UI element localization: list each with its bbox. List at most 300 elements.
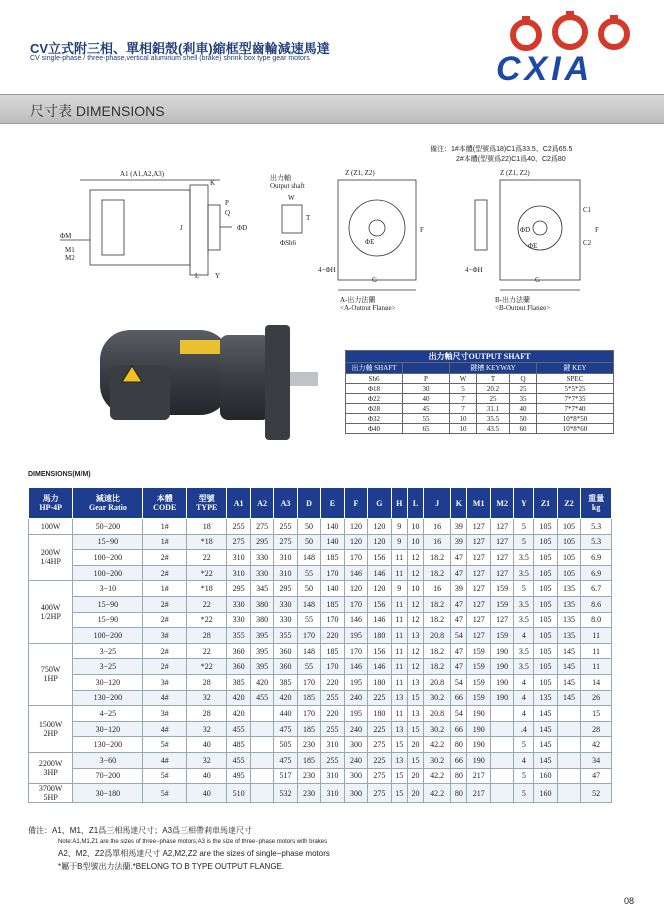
table-cell: 255 — [227, 519, 250, 535]
table-cell: 225 — [368, 721, 391, 737]
table-cell: 185 — [321, 643, 344, 659]
table-cell: 310 — [321, 768, 344, 784]
label-d-side: ΦD — [237, 224, 248, 232]
shaft-cell: Φ32 — [346, 414, 403, 424]
table-row — [29, 659, 612, 675]
table-cell: 42.2 — [424, 784, 451, 803]
table-cell: 156 — [368, 596, 391, 612]
table-row — [29, 674, 612, 690]
table-cell: 532 — [274, 784, 297, 803]
table-cell: 4 — [514, 674, 534, 690]
table-cell: 127 — [490, 565, 513, 581]
table-cell: 39 — [451, 581, 467, 597]
table-cell: 22 — [187, 550, 227, 566]
shaft-cell: Φ28 — [346, 404, 403, 414]
table-cell — [490, 752, 513, 768]
table-cell: 195 — [344, 706, 367, 722]
table-cell: *22 — [187, 659, 227, 675]
table-cell: 28 — [581, 721, 612, 737]
table-cell: 170 — [344, 596, 367, 612]
table-cell: 159 — [467, 690, 490, 706]
table-cell: 170 — [344, 643, 367, 659]
table-cell: 11 — [391, 674, 407, 690]
table-cell: 20.8 — [424, 706, 451, 722]
table-cell: 148 — [297, 643, 320, 659]
table-cell: 5# — [143, 737, 187, 753]
table-cell: 5.3 — [581, 519, 612, 535]
table-cell: 50 — [297, 581, 320, 597]
table-cell: 330 — [250, 565, 273, 581]
table-cell: 420 — [227, 706, 250, 722]
table-cell: 120 — [344, 519, 367, 535]
table-row — [29, 784, 612, 803]
table-cell: 105 — [534, 612, 557, 628]
label-m1: M1 — [65, 246, 75, 254]
table-cell: 120 — [368, 581, 391, 597]
table-cell — [557, 721, 580, 737]
table-cell: 159 — [467, 674, 490, 690]
label-e-a: ΦE — [365, 238, 375, 246]
footnote-1: 備注：A1、M1、Z1爲三相馬達尺寸；A3爲三相帶剎車馬達尺寸 — [28, 826, 253, 835]
table-cell: 16 — [424, 519, 451, 535]
table-cell: 4 — [514, 752, 534, 768]
table-cell: 127 — [490, 534, 513, 550]
shaft-cell: 10*8*60 — [537, 424, 614, 434]
table-cell: 395 — [250, 659, 273, 675]
label-sh6: ΦSh6 — [280, 239, 297, 247]
table-cell: 8.0 — [581, 612, 612, 628]
table-cell: 295 — [227, 581, 250, 597]
table-cell — [250, 706, 273, 722]
page-subtitle: CV single-phase / three-phase,vertical aluminum shell (brake) shrink box type gear motors — [30, 55, 310, 62]
table-cell: 34 — [581, 752, 612, 768]
label-p: P — [225, 199, 229, 207]
shaft-table-row — [346, 394, 614, 404]
table-cell: 4−25 — [73, 706, 143, 722]
table-cell: 12 — [407, 659, 423, 675]
table-cell: 127 — [467, 519, 490, 535]
table-cell: 105 — [557, 565, 580, 581]
table-cell: 159 — [467, 643, 490, 659]
table-cell: 15 — [391, 768, 407, 784]
table-row — [29, 612, 612, 628]
table-row — [29, 519, 612, 535]
shaft-cell: 25 — [477, 394, 510, 404]
table-cell: 185 — [321, 550, 344, 566]
table-cell: 50 — [297, 519, 320, 535]
table-cell: 127 — [467, 534, 490, 550]
table-cell: 15 — [407, 690, 423, 706]
table-cell: 15−90 — [73, 596, 143, 612]
table-cell: 127 — [467, 596, 490, 612]
table-cell: 380 — [250, 596, 273, 612]
footnote-3: A2、M2、Z2爲單相馬達尺寸 A2,M2,Z2 are the sizes of single−phase motors — [58, 849, 330, 858]
table-cell: 80 — [451, 784, 467, 803]
table-cell: 127 — [490, 612, 513, 628]
table-cell: 135 — [557, 612, 580, 628]
table-cell: 42.2 — [424, 737, 451, 753]
table-cell: 18.2 — [424, 643, 451, 659]
table-cell: 2# — [143, 643, 187, 659]
table-cell: 170 — [297, 628, 320, 644]
table-cell: 127 — [467, 550, 490, 566]
shaft-cell: 10 — [450, 424, 477, 434]
table-cell: 475 — [274, 752, 297, 768]
table-cell: 2# — [143, 550, 187, 566]
table-cell: 1# — [143, 534, 187, 550]
table-cell: 310 — [321, 784, 344, 803]
table-cell: 275 — [274, 534, 297, 550]
table-cell: 360 — [274, 659, 297, 675]
table-cell: 120 — [368, 534, 391, 550]
table-cell: 22 — [187, 596, 227, 612]
table-cell: 170 — [321, 565, 344, 581]
hp-cell: 2200W 3HP — [29, 752, 73, 783]
shaft-cell: 10 — [450, 414, 477, 424]
section-header — [0, 94, 664, 124]
shaft-cell: 5*5*25 — [537, 384, 614, 394]
table-cell: 30−180 — [73, 784, 143, 803]
table-header: 減速比 Gear Ratio — [73, 488, 143, 519]
table-cell: 185 — [297, 690, 320, 706]
table-cell: 255 — [321, 752, 344, 768]
table-cell: 395 — [250, 628, 273, 644]
label-t: T — [306, 214, 311, 222]
table-cell: 345 — [250, 581, 273, 597]
shaft-cell: 31.1 — [477, 404, 510, 414]
label-f-a: F — [420, 226, 424, 234]
table-cell: 3.5 — [514, 565, 534, 581]
table-cell: 13 — [391, 752, 407, 768]
table-cell: 11 — [391, 706, 407, 722]
table-header: Y — [514, 488, 534, 519]
table-cell: 510 — [227, 784, 250, 803]
shaft-cell: 55 — [403, 414, 450, 424]
table-cell: 39 — [451, 534, 467, 550]
table-header: A2 — [250, 488, 273, 519]
table-cell: 190 — [490, 674, 513, 690]
table-cell: 190 — [467, 737, 490, 753]
table-cell: 40 — [187, 768, 227, 784]
table-cell: 5 — [514, 768, 534, 784]
table-cell: 2# — [143, 659, 187, 675]
table-cell: 275 — [250, 519, 273, 535]
table-cell: 5 — [514, 737, 534, 753]
table-cell: 240 — [344, 721, 367, 737]
table-cell: 28 — [187, 674, 227, 690]
label-g-a: G — [372, 276, 378, 284]
table-cell: 15 — [407, 721, 423, 737]
table-cell: 15 — [581, 706, 612, 722]
shaft-sub-spec: SPEC — [537, 374, 614, 384]
table-cell: 5 — [514, 784, 534, 803]
shaft-cell: 40 — [510, 404, 537, 414]
table-cell: 300 — [344, 737, 367, 753]
table-cell: 15−90 — [73, 534, 143, 550]
table-cell: 12 — [407, 565, 423, 581]
table-header: E — [321, 488, 344, 519]
table-header: L — [407, 488, 423, 519]
table-cell: 18 — [187, 519, 227, 535]
table-cell: 80 — [451, 737, 467, 753]
table-cell: 355 — [274, 628, 297, 644]
hp-cell: 750W 1HP — [29, 643, 73, 705]
table-cell: 130−200 — [73, 737, 143, 753]
label-c2: C2 — [583, 239, 592, 247]
table-cell: 240 — [344, 752, 367, 768]
table-cell: 127 — [467, 565, 490, 581]
shaft-header-keyway: 鍵槽 KEYWAY — [450, 363, 537, 374]
section-title: 尺寸表 DIMENSIONS — [30, 103, 165, 119]
table-cell: 20.8 — [424, 674, 451, 690]
table-cell: 380 — [250, 612, 273, 628]
table-cell: 180 — [368, 674, 391, 690]
table-cell — [557, 768, 580, 784]
table-cell — [250, 768, 273, 784]
shaft-table-row — [346, 404, 614, 414]
table-cell: 5 — [514, 519, 534, 535]
table-cell: 275 — [368, 768, 391, 784]
table-cell: 230 — [297, 768, 320, 784]
table-cell: 190 — [467, 721, 490, 737]
label-a-flange: A-出力法蘭<A-Output Flange> — [340, 296, 396, 310]
table-cell — [490, 737, 513, 753]
table-cell: 11 — [581, 628, 612, 644]
table-cell: 145 — [557, 643, 580, 659]
table-header: F — [344, 488, 367, 519]
label-m: ΦM — [60, 232, 72, 240]
table-cell: *22 — [187, 612, 227, 628]
table-cell: 455 — [227, 752, 250, 768]
table-cell: 146 — [368, 565, 391, 581]
table-cell: 145 — [557, 659, 580, 675]
table-cell: 3−60 — [73, 752, 143, 768]
table-cell: *22 — [187, 565, 227, 581]
table-cell: 47 — [451, 596, 467, 612]
label-w: W — [288, 194, 295, 202]
top-note-line-1: 備注：1#本體(型號爲18)C1爲33.5、C2爲65.5 — [430, 146, 573, 153]
table-cell: 2# — [143, 612, 187, 628]
table-cell: 225 — [368, 752, 391, 768]
table-row — [29, 581, 612, 597]
table-cell: 495 — [227, 768, 250, 784]
table-cell: 105 — [534, 674, 557, 690]
table-cell: 330 — [274, 612, 297, 628]
hp-cell: 200W 1/4HP — [29, 534, 73, 581]
table-cell: 10 — [407, 534, 423, 550]
shaft-cell: 7*7*35 — [537, 394, 614, 404]
table-cell: 146 — [368, 612, 391, 628]
shaft-table-row — [346, 414, 614, 424]
shaft-table-row — [346, 424, 614, 434]
table-cell: 190 — [467, 706, 490, 722]
table-cell: 100−200 — [73, 628, 143, 644]
table-cell: 5 — [514, 534, 534, 550]
table-cell: 9 — [391, 581, 407, 597]
table-cell: 4 — [514, 690, 534, 706]
company-logo — [488, 10, 653, 88]
table-cell: 15 — [391, 784, 407, 803]
label-y: Y — [215, 272, 221, 280]
shaft-sub-q: Q — [510, 374, 537, 384]
table-cell — [557, 752, 580, 768]
table-cell: 80 — [451, 768, 467, 784]
table-cell: 11 — [581, 659, 612, 675]
table-cell: 28 — [187, 628, 227, 644]
table-cell: 13 — [391, 690, 407, 706]
table-cell: 15 — [391, 737, 407, 753]
table-cell: 127 — [467, 628, 490, 644]
table-cell: 66 — [451, 752, 467, 768]
table-header: D — [297, 488, 320, 519]
table-cell: 50 — [297, 534, 320, 550]
table-cell: *18 — [187, 534, 227, 550]
table-cell: 14 — [581, 674, 612, 690]
hp-cell: 400W 1/2HP — [29, 581, 73, 643]
table-cell: 11 — [391, 643, 407, 659]
label-f-b: F — [595, 226, 599, 234]
label-b-flange: B-出力法蘭<B-Output Flange> — [495, 296, 551, 310]
table-cell: 9 — [391, 534, 407, 550]
table-cell: 2# — [143, 565, 187, 581]
footnotes — [28, 824, 330, 873]
label-a1: A1 (A1,A2,A3) — [120, 170, 165, 178]
table-cell: 105 — [534, 659, 557, 675]
table-header: 馬力 HP-4P — [29, 488, 73, 519]
table-row — [29, 643, 612, 659]
motor-image — [80, 310, 320, 460]
table-cell: 160 — [534, 768, 557, 784]
table-cell: 220 — [321, 706, 344, 722]
hp-cell: 3700W 5HP — [29, 784, 73, 803]
table-cell: 5# — [143, 784, 187, 803]
table-cell: 159 — [490, 596, 513, 612]
table-header: Z1 — [534, 488, 557, 519]
table-row — [29, 737, 612, 753]
table-cell: 225 — [368, 690, 391, 706]
shaft-cell: 40 — [403, 394, 450, 404]
table-cell: 3# — [143, 674, 187, 690]
table-cell: 355 — [227, 628, 250, 644]
table-cell: 159 — [467, 659, 490, 675]
table-cell: 20 — [407, 768, 423, 784]
table-cell: 39 — [451, 519, 467, 535]
table-row — [29, 550, 612, 566]
table-cell: 105 — [557, 534, 580, 550]
shaft-cell: 7*7*40 — [537, 404, 614, 414]
table-cell: 20 — [407, 737, 423, 753]
table-cell: 120 — [344, 534, 367, 550]
logo-text: CXIA — [496, 50, 594, 88]
table-cell: 420 — [274, 690, 297, 706]
table-cell: 475 — [274, 721, 297, 737]
table-cell: 170 — [321, 612, 344, 628]
table-cell: 30.2 — [424, 752, 451, 768]
shaft-table-caption: 出力軸尺寸OUTPUT SHAFT — [346, 351, 614, 363]
label-h-b: 4−ΦH — [465, 266, 483, 274]
table-cell: 330 — [250, 550, 273, 566]
label-j: J — [180, 224, 183, 232]
table-cell: 100−200 — [73, 565, 143, 581]
table-cell: 140 — [321, 534, 344, 550]
table-cell: 455 — [250, 690, 273, 706]
shaft-cell: 60 — [510, 424, 537, 434]
table-cell: 275 — [368, 784, 391, 803]
table-cell: 160 — [534, 784, 557, 803]
table-cell: 47 — [451, 659, 467, 675]
table-cell: 135 — [534, 690, 557, 706]
table-cell: 156 — [368, 550, 391, 566]
shaft-cell: 45 — [403, 404, 450, 414]
table-cell: 105 — [534, 581, 557, 597]
table-cell: 220 — [321, 628, 344, 644]
table-cell: 190 — [490, 659, 513, 675]
table-cell — [490, 784, 513, 803]
table-cell: 42 — [581, 737, 612, 753]
table-cell: 3.5 — [514, 550, 534, 566]
table-cell: 145 — [557, 674, 580, 690]
table-cell: 180 — [368, 628, 391, 644]
table-cell: 170 — [297, 706, 320, 722]
table-cell: 3−25 — [73, 643, 143, 659]
table-cell: 127 — [490, 519, 513, 535]
table-cell: 18.2 — [424, 550, 451, 566]
table-cell: 9 — [391, 519, 407, 535]
label-e-b: ΦE — [528, 242, 538, 250]
table-header: H — [391, 488, 407, 519]
table-cell — [490, 706, 513, 722]
dimension-drawings — [20, 160, 660, 310]
table-cell: 420 — [227, 690, 250, 706]
table-cell — [557, 737, 580, 753]
table-cell: 52 — [581, 784, 612, 803]
table-row — [29, 628, 612, 644]
table-cell — [557, 706, 580, 722]
table-cell: 12 — [407, 643, 423, 659]
table-cell: 26 — [581, 690, 612, 706]
table-cell: 120 — [368, 519, 391, 535]
table-cell: 20 — [407, 784, 423, 803]
table-cell: 15−90 — [73, 612, 143, 628]
table-cell: 105 — [534, 596, 557, 612]
table-cell: 185 — [297, 752, 320, 768]
table-cell: 11 — [391, 628, 407, 644]
table-row — [29, 534, 612, 550]
table-cell: 146 — [344, 659, 367, 675]
table-header: M1 — [467, 488, 490, 519]
table-row — [29, 690, 612, 706]
table-cell: 105 — [534, 534, 557, 550]
table-cell: 105 — [534, 565, 557, 581]
shaft-cell: Φ18 — [346, 384, 403, 394]
table-cell: 30.2 — [424, 721, 451, 737]
label-l: L — [195, 272, 200, 280]
table-cell: 3# — [143, 706, 187, 722]
table-cell: 16 — [424, 581, 451, 597]
table-cell: 40 — [187, 784, 227, 803]
table-cell: 10 — [407, 519, 423, 535]
table-cell: 5# — [143, 768, 187, 784]
table-cell: 135 — [557, 581, 580, 597]
shaft-cell: 20.2 — [477, 384, 510, 394]
table-cell: 6.9 — [581, 565, 612, 581]
table-row — [29, 706, 612, 722]
table-cell: 55 — [297, 612, 320, 628]
table-cell: 12 — [407, 612, 423, 628]
table-header: K — [451, 488, 467, 519]
table-cell: 3−10 — [73, 581, 143, 597]
table-cell: 66 — [451, 721, 467, 737]
